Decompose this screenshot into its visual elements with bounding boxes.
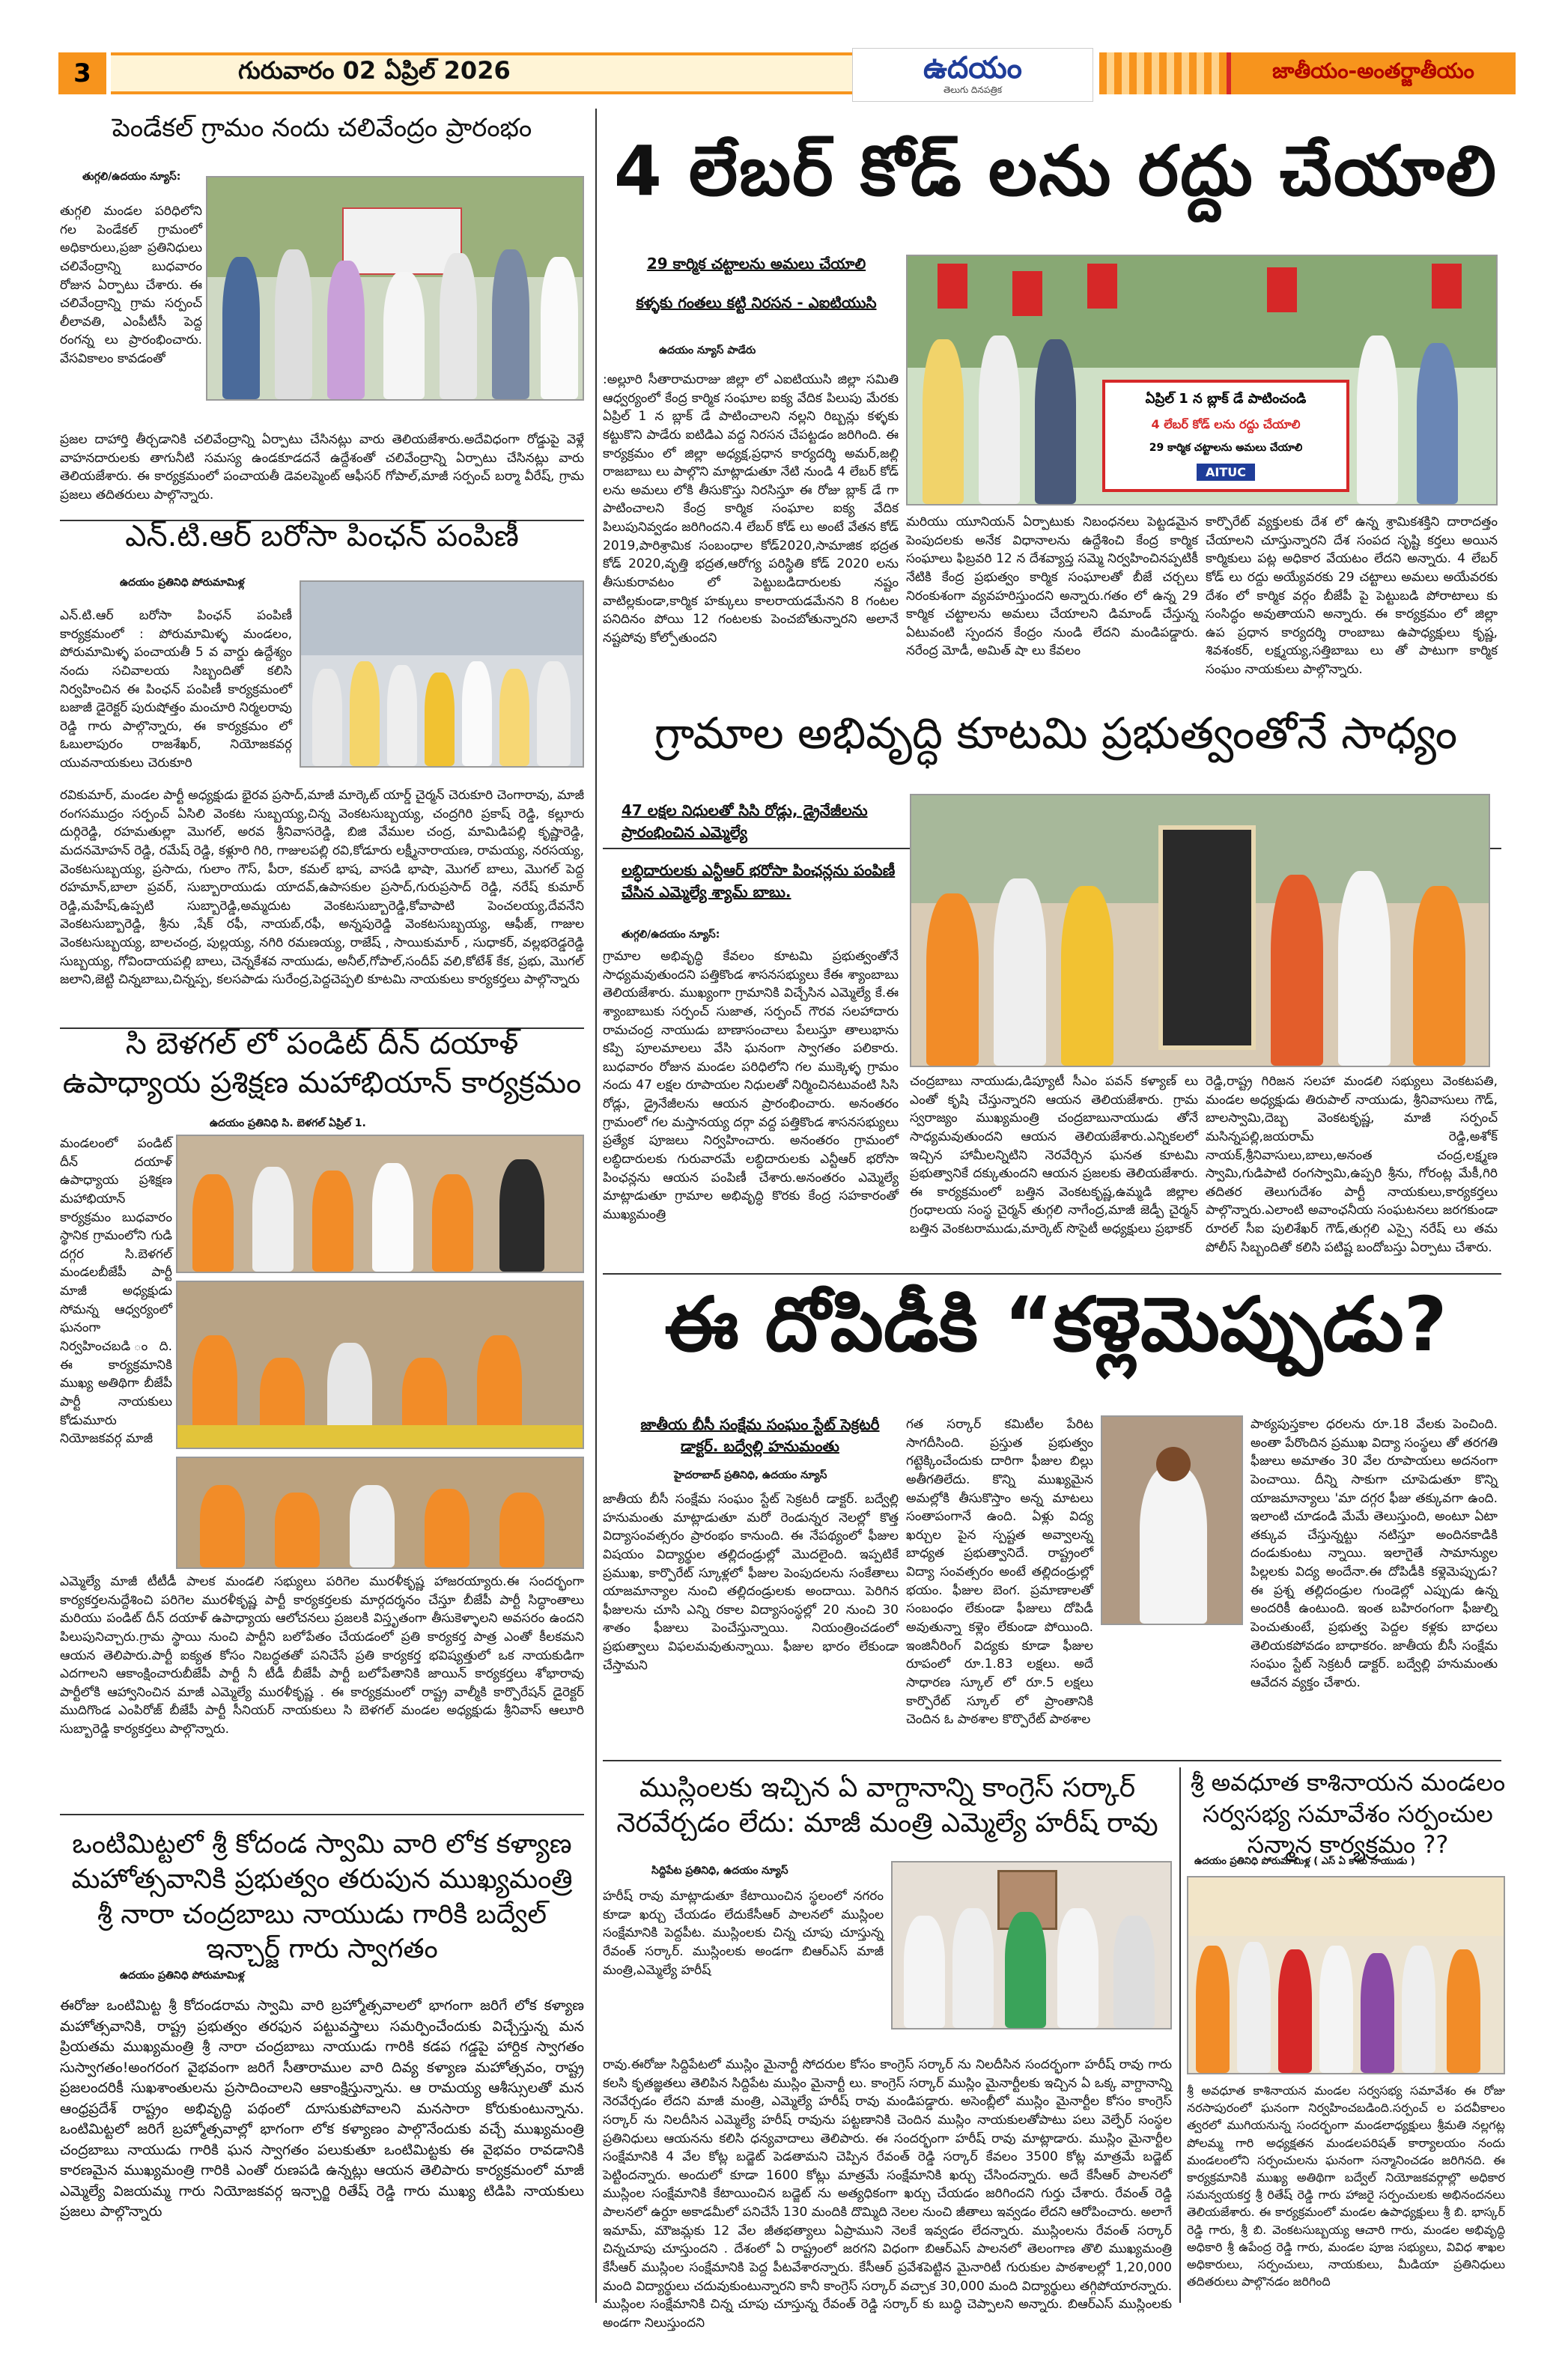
headline-a1: పెండేకల్ గ్రామం నందు చలివేంద్రం ప్రారంభం xyxy=(112,113,532,143)
body-a8: ఈరోజు ఒంటిమిట్ట శ్రీ కోదండరామ స్వామి వారి బ్రహ్మోత్సవాలలో భాగంగా జరిగే లోక కళ్యాణ మహోత్సవానికి, రాష్ట్ర ప్రభుత్వం తరఫున పట్టువస్త్రాలు సమర్పించేందుకు విచ్చేస్తున్న మన ప్రియతమ ముఖ్యమంత్రి శ్రీ నారా చంద్రబాబు నాయుడు గారికి కడప గడ్డపై హార్దిక స్వాగతం సుస్వాగతం!అంగరంగ వైభవంగా జరిగే సీతారాముల వారి దివ్య కళ్యాణ మహోత్సవం, రాష్ట్ర ప్రజలందరికీ సుఖశాంతులను ప్రసాదించాలని ఆకాంక్షిస్తున్నాను. ఆ రామయ్య ఆశీస్సులతో మన ఆంధ్రప్రదేశ్ రాష్ట్రం అభివృద్ధి పథంలో దూసుకుపోవాలని మనసారా కోరుకుంటున్నాను. ఒంటిమిట్టలో జరిగే బ్రహ్మోత్సవాల్లో భాగంగా లోక కళ్యాణం పాల్గొనేందుకు వచ్చే ముఖ్యమంత్రి చంద్రబాబు నాయుడు గారికి ఘన స్వాగతం పలుకుతూ ఒంటిమిట్టకు ఈ వైభవం రావడానికి కారణమైన ముఖ్యమంత్రి గారికి ఎంతో రుణపడి ఉన్నట్లు ఆయన తెలిపారు కార్యక్రమంలో మాజీ ఎమ్మెల్యే విజయమ్మ గారు నియోజకవర్గ ఇన్చార్జి రితేష్ రెడ్డి గారు ముఖ్య టిడిపి నాయకులు ప్రజలు పాల్గొన్నారు xyxy=(60,1997,584,2220)
byline-a1: తుగ్గలి/ఉదయం న్యూస్: xyxy=(82,171,181,183)
plaque xyxy=(1158,825,1256,1050)
logo-subtitle: తెలుగు దినపత్రిక xyxy=(943,84,1003,95)
body-a9: శ్రీ అవధూత కాశినాయన మండల సర్వసభ్య సమావేశం ఈ రోజు నరసాపురంలో ఘనంగా నిర్వహించబడింది.సర్పంచ్ ల పదవీకాలం త్వరలో ముగియనున్న సందర్భంగా మండలాధ్యక్షులు శ్రీమతి నల్లగట్ల పోలమ్మ గారి అధ్యక్షతన మండలపరిషత్ కార్యాలయం నందు మండలంలోని సర్పంచులను ఘనంగా సన్మానించడం జరిగినది. ఈ కార్యక్రమానికి ముఖ్య అతిథిగా బద్వేల్ నియోజకవర్గాల్లొ అధికార సమన్వయకర్త శ్రీ రితేష్ రెడ్డి గారు హాజరై సర్పంచులకు అభినందనలు తెలియజేశారు. ఈ కార్యక్రమంలో మండల ఉపాధ్యక్షులు శ్రీ బి. భాస్కర్ రెడ్డి గారు, శ్రీ బి. వెంకటసుబ్బయ్య ఆచారి గారు, మండల అభివృద్ధి అధికారి శ్రీ ఉపేంద్ర రెడ్డి గారు, మండల పూజ సభ్యులు, వివిధ శాఖల అధికారులు, సర్పంచులు, నాయకులు, మీడియా ప్రతినిధులు తదితరులు పాల్గొనడం జరిగింది xyxy=(1187,2083,1505,2289)
byline-a7: సిద్దిపేట ప్రతినిధి, ఉదయం న్యూస్ xyxy=(651,1865,788,1877)
photo-a9 xyxy=(1187,1876,1505,2074)
photo-a2 xyxy=(906,255,1498,506)
newspaper-logo xyxy=(852,48,1093,102)
logo-text: ఉదయం xyxy=(923,50,1022,85)
body-a2-col1: :అల్లూరి సీతారామరాజు జిల్లా లో ఎఐటియుసి జిల్లా సమితి ఆధ్వర్యంలో కేంద్ర కార్మిక సంఘాల ఐక్య వేదిక పిలుపు మేరకు ఏప్రిల్ 1 న బ్లాక్ డే పాటించాలని నల్లని రిబ్బన్లు కళ్ళకు కట్టుకొని పాడేరు ఐటిడిఎ వద్ద నిరసన చేపట్టడం జరిగింది. ఈ కార్యక్రమం లో జిల్లా అధ్యక్ష,ప్రధాన కార్యదర్శి అమర్,జల్లి రాజబాబు లు పాల్గొని మాట్లాడుతూ నేటి నుండి 4 లేబర్ కోడ్ లను అమలు లోకి తీసుకొస్తు నిరసిస్తూ ఈ రోజు బ్లాక్ డే గా పాటించాలని కేంద్ర కార్మిక సంఘాల ఐక్య వేదిక పిలుపునివ్వడం జరిగిందని.4 లేబర్ కోడ్ లు అంటే వేతన కోడ్ 2019,పారిశ్రామిక సంబంధాల కోడ్2020,సామాజిక భద్రత కోడ్ 2020,వృత్తి భద్రత,ఆరోగ్య పరిస్థితి కోడ్ 2020 లను తీసుకురావటం లో పెట్టుబడిదారులకు నష్టం వాటిల్లకుండా,కార్మిక హక్కులు కాలరాయడమేనని 8 గంటల పనిదినం పోయి 12 గంటలకు పెంచబోతున్నారని అలానే నష్టపోవు కోల్పోతుందని xyxy=(603,372,899,646)
subhead-a4-2: లబ్ధిదారులకు ఎన్టీఆర్ భరోసా పింఛన్లను పంపిణీ చేసిన ఎమ్మెల్యే శ్యామ్ బాబు. xyxy=(622,861,896,901)
body-a3-full: రవికుమార్, మండల పార్టీ అధ్యక్షుడు భైరవ ప్రసాద్,మాజీ మార్కెట్ యార్డ్ చైర్మన్ చెరుకూరి చెంగారావు, మాజీ రంగసముద్రం సర్పంచ్ ఏసిలి వెంకట సుబ్బయ్య,చిన్న వెంకటసుబ్బయ్య, చంద్రగిరి ప్రకాష్ రెడ్డి, కల్లూరు దుర్గిరెడ్డి, రహమతుల్లా మొగల్, అరవ శ్రీనివాసరెడ్డి, బిజి వేముల చంద్ర, మామిడిపల్లి కృష్ణారెడ్డి, మదనమోహన్ రెడ్డి, రమేష్ రెడ్డి, కళ్లూరి గిరి, గాజులపల్లి రవి,కోడూరు లక్ష్మీనారాయణ, రామయ్య, నరసయ్య, వెంకటసుబ్బయ్య, ప్రసాదు, గులాం గౌస్, పీరా, కమల్ భాష, వాసడి భాషా, మొగల్ బాలు, మొగల్ పెద్ద రహమాన్,బాలా ప్రవర్, సుబ్బారాయుడు యాదవ్,ఉపాసకుల ప్రసాద్,గురుప్రసాద్ రెడ్డి, నరేష్ కుమార్ రెడ్డి,మహేష్,ఉప్పటి సుబ్బారెడ్డి,అమ్మదుట వెంకటసుబ్బారెడ్డి,కోవాపాటి పెంచలయ్య,దేవనేని వెంకటసుబ్బారెడ్డి, శ్రీను ,షేక్ రఫీ, నాయబ్,రఫీ, అన్నపురెడ్డి వెంకటసుబ్బయ్య, ఆఫీజ్, గాజుల వెంకటసుబ్బయ్య, బాలచంద్ర, పుల్లయ్య, నగిరి రమణయ్య, రాజేష్ , సాయికుమార్ , సుధాకర్, వల్లభరెడ్డరెడ్డి సుబ్బయ్య, గోవిందాయపల్లి బాలు, చెన్నకేశవ నాయుడు, అనీల్,గోపాల్,సందీప్ వలి,కోటేశ్ కేక, ప్రభు, మొగల్ జలాని,జెట్టి చిన్నబాబు,చిన్నప్ప, కలసపాడు సురేంద్ర,పెద్దచెప్పలి కూటమి నాయకులు కార్యకర్తలు పాల్గొన్నారు xyxy=(60,788,584,988)
headline-a6: ఈ దోపిడీకి “కళ్లెమెప్పుడు? xyxy=(664,1281,1447,1368)
body-a5-col: మండలంలో పండిట్ దీన్ దయాళ్ ఉపాధ్యాయ ప్రశిక్షణ మహాభియాన్ కార్యక్రమం బుధవారం స్థానిక గ్రామంలోని గుడి దగ్గర సి.బెళగల్ మండలబీజేపీ పార్టీ మాజీ అధ్యక్షుడు సోమన్న ఆధ్వర్యంలో ఘనంగా నిర్వహించబడి ంది. ఈ కార్యక్రమానికి ముఖ్య అతిథిగా బీజేపీ పార్టీ నాయకులు కోడుమూరు నియోజకవర్గ మాజీ xyxy=(60,1136,172,1447)
byline-a4: తుగ్గలి/ఉదయం న్యూస్: xyxy=(622,929,720,941)
headline-a9: శ్రీ అవధూత కాశినాయన మండలం సర్వసభ్య సమావేశం సర్పంచుల సన్మాన కార్యక్రమం ?? xyxy=(1190,1768,1506,1859)
headline-a7: ముస్లింలకు ఇచ్చిన ఏ వాగ్దానాన్ని కాంగ్రెస్ సర్కార్ నెరవేర్చడం లేదు: మాజీ మంత్రి ఎమ్మెల్యే హరీష్ రావు xyxy=(616,1773,1158,1839)
column-divider xyxy=(595,109,597,2303)
subhead-a2-2: కళ్ళకు గంతలు కట్టి నిరసన - ఎఐటియుసి xyxy=(636,294,877,312)
body-a1-col: తుగ్గలి మండల పరిధిలోని గల పెండేకల్ గ్రామంలో అధికారులు,ప్రజా ప్రతినిధులు చలివేంద్రాన్ని బుధవారం రోజున ఏర్పాటు చేశారు. ఈ చలివేంద్రాన్ని గ్రామ సర్పంచ్ లీలావతి, ఎంపీటీసీ పెద్ద రంగన్న లు ప్రారంభించారు. వేసవికాలం కావడంతో xyxy=(60,204,202,367)
byline-a6: హైదరాబాద్ ప్రతినిధి, ఉదయం న్యూస్ xyxy=(674,1469,827,1481)
body-a2-col2: మరియు యూనియన్ ఏర్పాటుకు నిబంధనలు పెట్టడమైన పెంపుదలకు అనేక విధానాలను ఉద్దేశించి కేంద్ర కార్మిక సంఘాలు ఫిబ్రవరి 12 న దేశవ్యాప్త సమ్మె నిర్వహించినప్పటికీ నేటికి కేంద్ర ప్రభుత్వం కార్మిక సంఘాలతో బీజే చర్చలు నిరంకుశంగా వ్యవహరిస్తుందని అన్నారు.గతం లో ఉన్న 29 కార్మిక చట్టాలను అమలు చేయాలని డిమాండ్ చేస్తున్న ఏటువంటి స్పందన కేంద్రం నుండి లేదని మండిపడ్డారు. నరేంద్ర మోడీ, అమిత్ షా లు కేవలం xyxy=(906,514,1198,659)
body-a6-col1: జాతీయ బీసీ సంక్షేమ సంఘం స్టేట్ సెక్రటరీ డాక్టర్. బద్వేల్లి హనుమంతు మాట్లాడుతూ మరో రెండున్నర నెలల్లో కొత్త విద్యాసంవత్సరం ప్రారంభం కానుంది. ఈ నేపథ్యంలో ఫీజుల విషయం విద్యార్థుల తల్లిదండ్రుల్లో మొదలైంది. ఇప్పటికే ప్రముఖ, కార్పొరేట్ స్కూళ్లలో ఫీజుల పెంపుదలను సంకేతాలు యాజమాన్యాల నుంచి తల్లిదండ్రులకు అందాయి. పెరిగిన ఫీజులను చూసి ఎన్ని రకాల విద్యాసంస్థల్లో 20 నుంచి 30 శాతం ఫీజులు పెంచేస్తున్నాయి. నియంత్రించడంలో ప్రభుత్వాలు విఫలమవుతున్నాయి. ఫీజుల భారం లేకుండా చేస్తామని xyxy=(603,1492,899,1673)
body-a4-col1: గ్రామాల అభివృద్ధి కేవలం కూటమి ప్రభుత్వంతోనే సాధ్యమవుతుందని పత్తికొండ శాసనసభ్యులు కేఈ శ్యాంబాబు తెలియజేశారు. ముఖ్యంగా గ్రామానికి విచ్చేసిన ఎమ్మెల్యే కే.ఈ శ్యాంబాబుకు సర్పంచ్ సుజాత, సర్పంచ్ గౌరవ సలహాదారు రామచంద్ర నాయుడు బాణాసంచాలు పేలుస్తూ తాలుభాను కప్పి పూలమాలలు వేసి ఘనంగా స్వాగతం పలికారు. బుధవారం రోజున మండల పరిధిలోని గల ముక్కెళ్ళ గ్రామం నందు 47 లక్షల రూపాయల నిధులతో నిర్మించినటువంటి సిసి రోడ్లు, డ్రైనేజీలను ఆయన ప్రారంభించారు. అనంతరం గ్రామంలో గల మస్తానయ్య దర్గా వద్ద పత్తికొండ శాసనసభ్యులు ప్రత్యేక పూజలు నిర్వహించారు. అనంతరం గ్రామంలో లబ్ధిదారులకు గురువారమే లబ్ధిదారులకు ఎన్టీఆర్ భరోసా పింఛన్లను ఆయన పంపిణీ చేశారు.అనంతరం ఎమ్మెల్యే మాట్లాడుతూ గ్రామాల అభివృద్ధి కొరకు కేంద్ర సహకారంతో ముఖ్యమంత్రి xyxy=(603,949,899,1222)
subhead-a2-1: 29 కార్మిక చట్టాలను అమలు చేయాలి xyxy=(646,255,866,273)
byline-a3: ఉదయం ప్రతినిధి పోరుమామిళ్ల xyxy=(120,577,245,589)
banner-line-1: ఏప్రిల్ 1 న బ్లాక్ డే పాటించండి xyxy=(1145,391,1307,407)
photo-a5-3 xyxy=(176,1457,584,1569)
body-a5-full: ఎమ్మెల్యే మాజీ టీటీడీ పాలక మండలి సభ్యులు పరిగెల మురళీకృష్ణ హాజరయ్యారు.ఈ సందర్భంగా కార్యకర్తలనుద్దేశించి పరిగెల మురళీకృష్ణ పార్టీ కార్యకర్తలకు మార్గదర్శనం చేస్తూ బీజేపీ పార్టీ సిద్ధాంతాలు మరియు పండిట్ దీన్ దయాళ్ ఉపాధ్యాయ ఆలోచనలు ప్రజలకి విస్తృతంగా తీసుకెళ్ళాలని అవసరం ఉందని పిలుపునిచ్చారు.గ్రామ స్థాయి నుంచి పార్టీని బలోపేతం చేయడంలో ప్రతి కార్యకర్త పాత్ర ఎంతో కీలకమని ఆయన తెలిపారు.పార్టీ ఐక్యత కోసం నిబద్ధతతో పనిచేసే ప్రతి కార్యకర్త భవిష్యత్తులో ఒక నాయకుడిగా ఎదగాలని ఆకాంక్షించారుబీజేపీ పార్టీ నీ టీడీ బీజేపీ పార్టీ బలోపేతానికి జాయిన్ కార్యకర్తలు శోభారావు పార్టీలోకి ఆహ్వానించిన మాజీ ఎమ్మెల్యే మురళీకృష్ణ . ఈ కార్యక్రమంలో రాష్ట్ర వాల్మీకి కార్పొరేషన్ డైరెక్టర్ ముదిగొండ ఎంపిరోజ్ బీజేపీ పార్టీ సీనియర్ నాయకులు సి బెళగల్ మండల అధ్యక్షుడు శ్రీనివాస్ ఆలూరి సుబ్బారెడ్డి కార్యకర్తలు పాల్గొన్నారు. xyxy=(60,1574,584,1737)
body-a4-col3: రెడ్డి,రాష్ట్ర గిరిజన సలహా మండలి సభ్యులు వెంకటపతి, మండల అధ్యక్షుడు తిరుపాల్ నాయుడు, శ్రీనివాసులు గౌడ్, బాలస్వామి,దెబ్బ వెంకటకృష్ణ, మాజీ సర్పంచ్ మసిన్నపల్లి,జయరామ్ రెడ్డి,అశోక్ నాయక్,శ్రీనివాసులు,బాలు,అనంత చంద్ర,లక్ష్మణ స్వామి,గుడిపాటి రంగస్వామి,ఉప్పరి శ్రీను, గోరంట్ల మేకీ,గిరి తదితర తెలుగుదేశం పార్టీ నాయకులు,కార్యకర్తలు పాల్గొన్నారు.ఎలాంటి అవాంఛనీయ సంఘటనలు జరగకుండా రూరల్ సీఐ పులిశేఖర్ గౌడ్,తుగ్గలి ఎస్సై నరేష్ లు తమ పోలీస్ సిబ్బందితో కలిసి పటిష్ట బందోబస్తు ఏర్పాటు చేశారు. xyxy=(1206,1074,1498,1255)
photo-a7 xyxy=(891,1861,1172,2029)
issue-date: గురువారం 02 ఏప్రిల్ 2026 xyxy=(111,52,860,94)
protest-banner xyxy=(1102,380,1349,492)
body-a3-col: ఎన్.టి.ఆర్ బరోసా పింఛన్ పంపిణీ కార్యక్రమంలో : పోరుమామిళ్ళ మండలం, పోరుమామిళ్ళ పంచాయతీ 5 వ వార్డు ఉద్దేశ్యం నందు సచివాలయ సిబ్బందితో కలిసి నిర్వహించిన ఈ పింఛన్ పంపిణీ కార్యక్రమంలో బజాజీ డైరెక్టర్ పురుషోత్తం మంచూరి నిర్మలరావు రెడ్డి గారు పాల్గొన్నారు, ఈ కార్యక్రమం లో ఓబులాపురం రాజశేఖర్, నియోజకవర్గ యువనాయకులు చెరుకూరి xyxy=(60,608,292,771)
photo-a3-scene xyxy=(301,582,583,766)
body-a1-full: ప్రజల దాహార్తి తీర్చడానికి చలివేంద్రాన్ని ఏర్పాటు చేసినట్లు వారు తెలియజేశారు.అదేవిధంగా రోడ్డుపై వెళ్లే వాహనదారులకు తాగునీటి సమస్య ఉండకూడదనే ఉద్దేశంతో చలివేంద్రాన్ని ఏర్పాటు చేసినట్లు వారు తెలియజేశారు. ఈ కార్యక్రమంలో పంచాయతీ డెవలప్మెంట్ ఆఫీసర్ గోపాల్,మాజీ సర్పంచ్ బర్మా వీరేష్, గ్రామ ప్రజలు తదితరులు పాల్గొన్నారు. xyxy=(60,432,584,503)
divider xyxy=(603,1760,1501,1761)
photo-a4 xyxy=(910,794,1490,1067)
headline-a5: సి బెళగల్ లో పండిట్ దీన్ దయాళ్ ఉపాధ్యాయ ప్రశిక్షణ మహాభియాన్ కార్యక్రమం xyxy=(62,1027,582,1100)
banner-line-3: 29 కార్మిక చట్టాలను అమలు చేయాలి xyxy=(1149,442,1303,454)
banner-org: AITUC xyxy=(1197,464,1255,481)
body-a6-col2: గత సర్కార్ కమిటీల పేరిట సాగదీసింది. ప్రస్తుత ప్రభుత్వం గట్టెక్కించేందుకు దారిగా ఫీజుల బిల్లు అతీగతిలేదు. కొన్ని ముఖ్యమైన అమల్లోకి తీసుకొస్తాం అన్న మాటలు సంతాపంగానే ఉంది. ఏళ్లు విద్య ఖర్చుల పైన స్పష్టత అవ్వాలన్న బాధ్యత ప్రభుత్వానిదే. రాష్ట్రంలో విద్యా సంవత్సరం అంటే తల్లిదండ్రుల్లో భయం. ఫీజుల బెంగ. ప్రమాణాలతో సంబంధం లేకుండా ఫీజులు దోపిడీ అవుతున్నా కళ్లెం లేకుండా పోయింది. ఇంజినీరింగ్ విద్యకు కూడా ఫీజుల రూపంలో రూ.1.83 లక్షలు. అదే సాధారణ స్కూల్ లో రూ.5 లక్షలు కార్పొరేట్ స్కూల్ లో ప్రాంతానికి చెందిన ఓ పాఠశాల కొర్పొరేట్ పాఠశాల xyxy=(906,1417,1093,1728)
divider xyxy=(603,1273,1501,1275)
photo-a1-scene xyxy=(207,177,583,399)
banner-line-2: 4 లేబర్ కోడ్ లను రద్దు చేయాలి xyxy=(1151,417,1301,431)
byline-a2: ఉదయం న్యూస్ పాడేరు xyxy=(659,344,756,356)
column-divider xyxy=(1179,1767,1181,2303)
decorative-stripe xyxy=(1099,52,1227,94)
body-a7-col: హరీష్ రావు మాట్లాడుతూ కేటాయించిన స్థలంలో నగరం కూడా ఖర్చు చేయడం లేదుకేసీఆర్ పాలనలో ముస్లింల సంక్షేమానికి పెద్దపీట. ముస్లింలకు చిన్న చూపు చూస్తున్న రేవంత్ సర్కార్. ముస్లింలకు అండగా బిఆర్ఎస్ మాజీ మంత్రి,ఎమ్మెల్యే హరీష్ xyxy=(603,1889,884,1978)
photo-a3 xyxy=(300,580,584,768)
byline-a5: ఉదయం ప్రతినిధి సి. బెళగల్ ఏప్రిల్ 1. xyxy=(210,1117,366,1129)
body-a6-col3: పాఠ్యపుస్తకాల ధరలను రూ.18 వేలకు పెంచింది. అంతా పేరొందిన ప్రముఖ విద్యా సంస్థలు తో తరగతి ఫీజులు అమాతం 30 వేల రూపాయలు అదనంగా పెంచాయి. దీన్ని సాకుగా చూపెడుతూ కొన్ని యాజమాన్యాలు 'మా దగ్గర ఫీజు తక్కువగా ఉంది. ఇలాంటి చూడండి మేమే తెలుస్తుంది, అంటూ ఏటా తక్కువ చేస్తున్నట్టు నటిస్తూ అందినకాడికి దండుకుంటు న్నాయి. ఇలాగైతే సామాన్యుల పిల్లలకు విద్య అందేనా.ఈ దోపిడీకి కళ్లెమెప్పుడు? ఈ ప్రశ్న తల్లిదండ్రుల గుండెల్లో ఎప్పుడు ఉన్న అందరికీ ఉంటుంది. ఇంత బహిరంగంగా ఫీజుల్ని పెంచుతుంటే, ప్రభుత్వ పెద్దల కళ్లకు బాధలు తెలియకపోవడం బాధాకరం. జాతీయ బీసీ సంక్షేమ సంఘం స్టేట్ సెక్రటరీ డాక్టర్. బద్వేల్లి హనుమంతు ఆవేదన వ్యక్తం చేశారు. xyxy=(1251,1417,1498,1690)
photo-a6 xyxy=(1101,1415,1243,1625)
photo-a5-1 xyxy=(176,1135,584,1273)
body-a4-col2: చంద్రబాబు నాయుడు,డిప్యూటీ సీఎం పవన్ కళ్యాణ్ లు ఎంతో కృషి చేస్తున్నారని ఆయన తెలియజేశారు. గ్రామ స్వరాజ్యం ముఖ్యమంత్రి చంద్రబాబునాయుడు తోనే సాధ్యమవుతుందని ఆయన తెలియజేశారు.ఎన్నికలలో ఇచ్చిన హామీలన్నిటిని నెరవేర్చిన ఘనత కూటమి ప్రభుత్వానికే దక్కుతుందని ఆయన ప్రజలకు తెలియజేశారు. ఈ కార్యక్రమంలో బత్తిన వెంకటకృష్ణ,ఉమ్మడి జిల్లాల గ్రంధాలయ సంస్థ చైర్మన్ తుగ్గలి నాగేంద్ర,మాజీ జెడ్పీ చైర్మన్ బత్తిన వెంకటరాముడు,మార్కెట్ సొసైటీ అధ్యక్షులు ప్రభాకర్ xyxy=(910,1074,1198,1237)
masthead xyxy=(58,52,1511,94)
divider xyxy=(60,1814,584,1815)
headline-a3: ఎన్.టి.ఆర్ బరోసా పింఛన్ పంపిణీ xyxy=(125,519,519,553)
body-a2-col3: కార్పొరేట్ వ్యక్తులకు దేశ లో ఉన్న శ్రామికశక్తిని దారాదత్తం చేయాలని చూస్తున్నారని దేశ సంపద సృష్టి కర్తలు అయిన కార్మికులు పట్ల అధికార వేయటం లేదని అన్నారు. 4 లేబర్ కోడ్ లు రద్దు అయ్యేవరకు 29 చట్టాలు అమలు అయేవరకు దేశం లో కార్మిక వర్గం బీజేపీ పై పెట్టుబడి పోరాటాలు కు సంసిద్ధం అవుతాయని అన్నారు. ఈ కార్యక్రమం లో జిల్లా ఉప ప్రధాన కార్యదర్శి రాంబాబు ఉపాధ్యక్షులు కృష్ణ, శివశంకర్, లక్ష్మయ్య,సత్తిబాబు లు తో పాటుగా కార్మిక సంఘం నాయకులు పాల్గొన్నారు. xyxy=(1206,514,1498,678)
subhead-a4-1: 47 లక్షల నిధులతో సిసి రోడ్లు, డ్రైనేజీలను ప్రారంభించిన ఎమ్మెల్యే xyxy=(622,801,868,841)
subhead-a6: జాతీయ బీసీ సంక్షేమ సంఘం స్టేట్ సెక్రటరీ డాక్టర్. బద్వేల్లి హనుమంతు xyxy=(640,1415,880,1455)
photo-a1 xyxy=(206,176,584,401)
body-a7-full: రావు.ఈరోజు సిద్దిపేటలో ముస్లిం మైనార్టీ సోదరుల కోసం కాంగ్రెస్ సర్కార్ ను నిలదీసిన సందర్భంగా హరీష్ రావు గారు కలసి కృతజ్ఞతలు తెలిపిన సిద్దిపేట ముస్లిం మైనార్టీ లు. కాంగ్రెస్ సర్కార్ ముస్లిం మైనార్టీలకు ఇచ్చిన ఏ ఒక్క వాగ్దానాన్ని నెరవేర్చడం లేదని మాజీ మంత్రి, ఎమ్మెల్యే హరీష్ రావు మండిపడ్డారు. అసెంబ్లీలో ముస్లిం మైనార్టీల కోసం కాంగ్రెస్ సర్కార్ ను నిలదీసిన ఎమ్మెల్యే హరీష్ రావును పట్టణానికి చెందిన ముస్లిం నాయకులతోపాటు పలు వెల్ఫేర్ సంస్థల ప్రతినిధులు ఆయనను కలిసి ధన్యవాదాలు తెలిపారు. ఈ సందర్భంగా హరీష్ రావు మాట్లాడారు. ముస్లిం మైనార్టీల సంక్షేమానికి 4 వేల కోట్ల బడ్జెట్ పెడతామని చెప్పిన రేవంత్ రెడ్డి సర్కార్ కేవలం 3500 కోట్ల మాత్రమే బడ్జెట్ పెట్టిందన్నారు. అందులో కూడా 1600 కోట్లు మాత్రమే సంక్షేమానికి ఖర్చు చేసిందన్నారు. అదే కేసీఆర్ పాలనలో ముస్లింల సంక్షేమానికి కేటాయించిన బడ్జెట్ ను అత్యధికంగా ఖర్చు చేయడం జరిగిందని గుర్తు చేశారు. రేవంత్ రెడ్డి పాలనలో ఉర్దూ అకాడమీలో పనిచేసే 130 మందికి దొమ్మిది నెలల నుంచి జీతాలు ఇవ్వడం లేదని ఆరోపించారు. అలాగే ఇమామ్, మౌజమ్లకు 12 వేల జీతభత్యాలు ఏప్రాముని నెలకే ఇవ్వడం లేదన్నారు. ముస్లింలను రేవంత్ సర్కార్ చిన్నచూపు చూస్తుందని . దేశంలో ఏ రాష్ట్రంలో జరగని విధంగా బిఆర్ఎస్ పాలనలో తెలంగాణ తొలి ముఖ్యమంత్రి కేసీఆర్ ముస్లింల సంక్షేమానికి పెద్ద పీటవేశారన్నారు. కేసీఆర్ ప్రవేశపెట్టిన మైనారిటీ గురుకుల పాఠశాలల్లో 1,20,000 మంది విద్యార్థులు చదువుకుంటున్నారని కానీ కాంగ్రెస్ సర్కార్ వచ్చాక 30,000 మంది విద్యార్థులు తగ్గిపోయారన్నారు. ముస్లింల సంక్షేమానికి చిన్న చూపు చూస్తున్న రేవంత్ రెడ్డి సర్కార్ కు బుద్ధి చెప్పాలని అన్నారు. బిఆర్ఎస్ ముస్లింలకు అండగా నిలుస్తుందని xyxy=(603,2057,1172,2331)
byline-a9: ఉదయం ప్రతినిధి పోరుమామిళ్ల ( ఎస్ ఏ కాసు నాయుడు ) xyxy=(1194,1856,1415,1867)
headline-a4: గ్రామాల అభివృద్ధి కూటమి ప్రభుత్వంతోనే సాధ్యం xyxy=(654,708,1458,759)
section-label: జాతీయం-అంతర్జాతీయం xyxy=(1227,52,1516,94)
photo-a5-2 xyxy=(176,1281,584,1449)
headline-a8: ఒంటిమిట్టలో శ్రీ కోదండ స్వామి వారి లోక కళ్యాణ మహోత్సవానికి ప్రభుత్వం తరుపున ముఖ్యమంత్రి శ్రీ నారా చంద్రబాబు నాయుడు గారికి బద్వేల్ ఇన్చార్జ్ గారు స్వాగతం xyxy=(71,1829,573,1965)
byline-a8: ఉదయం ప్రతినిధి పోరుమామిళ్ల xyxy=(120,1970,245,1982)
page-number: 3 xyxy=(58,52,106,94)
headline-a2: 4 లేబర్ కోడ్ లను రద్దు చేయాలి xyxy=(613,131,1498,211)
